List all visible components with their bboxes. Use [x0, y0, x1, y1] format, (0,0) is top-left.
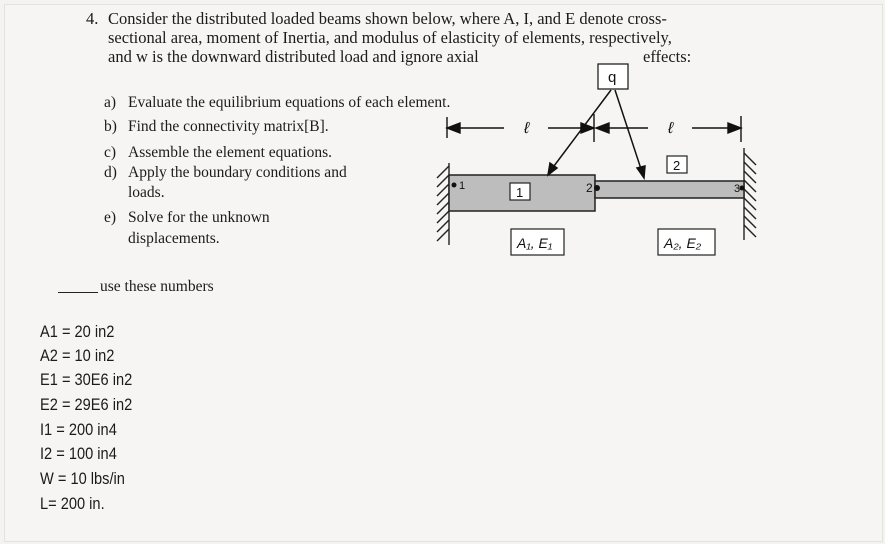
length-label-left: ℓ [524, 120, 530, 137]
task-d: d) Apply the boundary conditions and [104, 164, 347, 181]
task-e: e) Solve for the unknown [104, 209, 270, 226]
right-wall-support [744, 148, 756, 240]
question-number: 4. [86, 9, 99, 28]
load-arrows [548, 90, 645, 178]
number-i2: I2 = 100 in4 [40, 444, 117, 463]
number-e1: E1 = 30E6 in2 [40, 370, 133, 389]
question-line-3: and w is the downward distributed load and ignore axial [108, 47, 479, 66]
number-a1: A1 = 20 in2 [40, 322, 115, 341]
beam-element-2 [595, 181, 744, 198]
question-line-2: sectional area, moment of Inertia, and modulus of elasticity of elements, respectively, [108, 28, 672, 47]
node-3-dot [740, 186, 745, 191]
section-2-label: A₂, E₂ [664, 235, 702, 251]
number-i1: I1 = 200 in4 [40, 420, 117, 439]
task-d-cont: loads. [128, 184, 165, 201]
use-numbers-line: use these numbers [58, 278, 214, 296]
number-a2: A2 = 10 in2 [40, 346, 115, 365]
length-label-right: ℓ [668, 120, 674, 137]
element-2-label: 2 [673, 158, 681, 173]
number-w: W = 10 lbs/in [40, 469, 125, 488]
question-line-1: 4. Consider the distributed loaded beams shown below, where A, I, and E denote cross- [86, 9, 667, 28]
question-effects-word: effects: [643, 47, 692, 66]
node-2-label: 2 [586, 181, 593, 195]
number-l: L= 200 in. [40, 494, 105, 513]
task-c: c) Assemble the element equations. [104, 144, 333, 161]
node-2-dot [594, 185, 600, 191]
node-3-label: 3 [734, 183, 741, 195]
task-e-cont: displacements. [128, 230, 220, 247]
node-1-dot [452, 183, 457, 188]
task-b: b) Find the connectivity matrix[B]. [104, 118, 329, 135]
load-label: q [608, 69, 617, 86]
node-1-label: 1 [459, 180, 466, 192]
element-1-label: 1 [516, 185, 524, 200]
number-e2: E2 = 29E6 in2 [40, 395, 133, 414]
task-a: a) Evaluate the equilibrium equations of each element. [104, 94, 451, 111]
left-wall-support [437, 163, 449, 245]
dimension-left [447, 114, 594, 142]
section-1-label: A₁, E₁ [517, 235, 553, 251]
